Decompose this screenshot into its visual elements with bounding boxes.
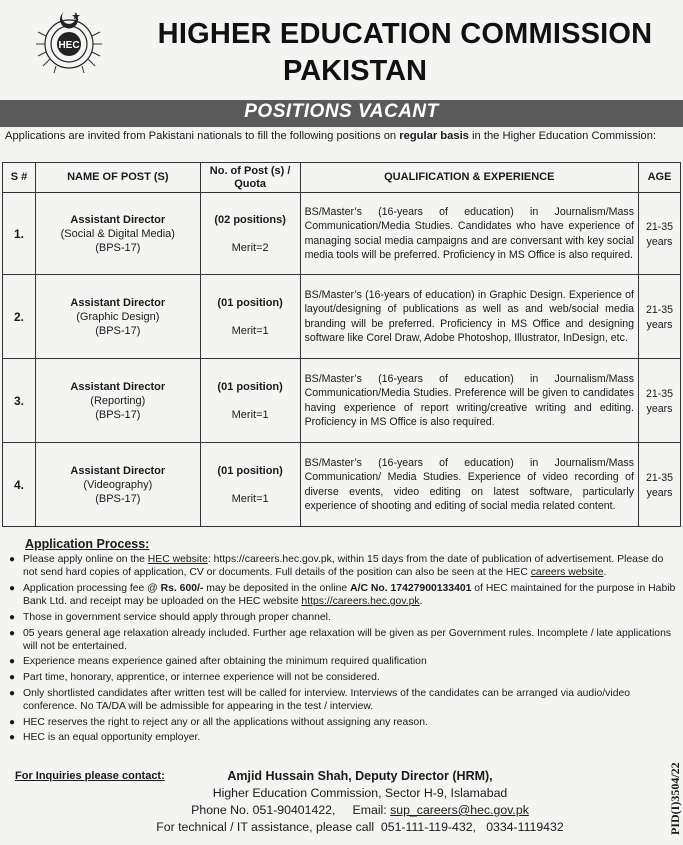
svg-text:HEC: HEC: [58, 40, 80, 51]
qualification: BS/Master’s (16-years of education) in Journalism/Mass Communication/ Media Studies. Experience of video recording of diverse events, video editing on latest software, particularly experience of shooting and editing of social media related content.: [300, 443, 638, 527]
bullet-icon: ●: [9, 582, 16, 594]
post-quota: (02 positions) Merit=2: [200, 193, 300, 275]
row-number: 3.: [3, 359, 36, 443]
hec-website-link[interactable]: HEC website: [147, 554, 208, 565]
contact-tech: For technical / IT assistance, please call 051-111-119-432, 0334-1119432: [156, 820, 564, 834]
list-item: ● HEC reserves the right to reject any or all the applications without assigning any reason.: [9, 716, 428, 728]
bullet-icon: ●: [9, 611, 16, 623]
list-item: ● HEC is an equal opportunity employer.: [9, 732, 201, 744]
post-name: Assistant Director (Social & Digital Media) (BPS-17): [35, 193, 200, 275]
list-item: ● Part time, honorary, apprentice, or internee experience will not be considered.: [9, 672, 380, 684]
post-quota: (01 position) Merit=1: [200, 443, 300, 527]
email-link[interactable]: sup_careers@hec.gov.pk: [390, 803, 529, 817]
post-name: Assistant Director (Videography) (BPS-17): [35, 443, 200, 527]
bullet-icon: ●: [9, 716, 16, 728]
banner-title: POSITIONS VACANT: [244, 101, 439, 122]
inquiries-label: For Inquiries please contact:: [15, 770, 165, 782]
contact-org: Higher Education Commission, Sector H-9, Islamabad: [212, 786, 508, 800]
age-range: 21-35 years: [639, 443, 681, 527]
bullet-icon: ●: [9, 687, 16, 699]
header: [0, 0, 683, 96]
page-subtitle: PAKISTAN: [283, 55, 427, 87]
application-process-list: [7, 553, 677, 747]
careers-website-link[interactable]: careers website: [530, 567, 604, 579]
bullet-icon: ●: [9, 656, 16, 668]
post-name: Assistant Director (Reporting) (BPS-17): [35, 359, 200, 443]
careers-url-link[interactable]: https://careers.hec.gov.pk: [301, 596, 420, 608]
header-age: AGE: [639, 163, 681, 193]
header-quota: No. of Post (s) / Quota: [200, 163, 300, 193]
list-item: ● Only shortlisted candidates after written test will be called for interview. Interviews of the candidates can be arranged via audio/video conference. No TA/DA will be admissible for appearing in the test / interview.: [9, 687, 631, 713]
row-number: 1.: [3, 193, 36, 275]
contact-block: [120, 768, 600, 836]
intro-text: Applications are invited from Pakistani nationals to fill the following positions on regular basis in the Higher Education Commission:: [5, 130, 657, 142]
application-process-heading: Application Process:: [25, 537, 150, 551]
list-item: ● Please apply online on the HEC website: https://careers.hec.gov.pk, within 15 days from the date of publication of advertisement. Please do not send hard copies of application, CV or documents. Full details of the position can also be seen at the HEC careers website.: [9, 554, 664, 579]
table-row: [3, 275, 681, 359]
post-quota: (01 position) Merit=1: [200, 275, 300, 359]
qualification: BS/Master’s (16-years of education) in Journalism/Mass Communication/Media Studies. Preference will be given to candidates having experience of report writing/creative writing and editing. Proficiency in MS Office is also required.: [300, 359, 638, 443]
header-sn: S #: [3, 163, 36, 193]
age-range: 21-35 years: [639, 193, 681, 275]
bullet-icon: ●: [9, 732, 16, 744]
pid-code: PID(I)3504/22: [668, 762, 682, 835]
positions-table: [2, 162, 681, 527]
qualification: BS/Master’s (16-years of education) in Journalism/Mass Communication/Media Studies. Candidates who have experience of managing social media campaigns and are conversant with key social media tools will be preferred. Proficiency in MS Office is also required.: [300, 193, 638, 275]
hec-logo-icon: [34, 6, 104, 76]
contact-phone-email: Phone No. 051-90401422, Email: sup_careers@hec.gov.pk: [191, 803, 529, 817]
qualification: BS/Master’s (16-years of education) in Graphic Design. Experience of layout/designing of publications as well as and web/social media branding will be preferred. Proficiency in MS Office and designing software like Corel Draw, Adobe Photoshop, Illustrator, InDesign, etc.: [300, 275, 638, 359]
age-range: 21-35 years: [639, 359, 681, 443]
list-item: ● Application processing fee @ Rs. 600/- may be deposited in the online A/C No. 17427900133401 of HEC maintained for the purpose in Habib Bank Ltd. and receipt may be uploaded on the HEC website https://careers.hec.gov.pk.: [9, 582, 676, 608]
list-item: ● Those in government service should apply through proper channel.: [9, 611, 331, 623]
bullet-icon: ●: [9, 672, 16, 684]
post-name: Assistant Director (Graphic Design) (BPS-17): [35, 275, 200, 359]
table-row: [3, 443, 681, 527]
post-quota: (01 position) Merit=1: [200, 359, 300, 443]
table-row: [3, 359, 681, 443]
row-number: 2.: [3, 275, 36, 359]
list-item: ● 05 years general age relaxation already included. Further age relaxation will be given as per Government rules. Incomplete / late applications will not be entertained.: [9, 627, 672, 652]
table-header-row: [3, 163, 681, 193]
row-number: 4.: [3, 443, 36, 527]
header-qualification: QUALIFICATION & EXPERIENCE: [300, 163, 638, 193]
contact-name: Amjid Hussain Shah, Deputy Director (HRM),: [227, 769, 493, 783]
header-post: NAME OF POST (S): [35, 163, 200, 193]
list-item: ● Experience means experience gained after obtaining the minimum required qualification: [9, 656, 427, 668]
age-range: 21-35 years: [639, 275, 681, 359]
bullet-icon: ●: [9, 554, 16, 565]
page-title: HIGHER EDUCATION COMMISSION: [157, 18, 653, 50]
bullet-icon: ●: [9, 627, 16, 639]
table-row: [3, 193, 681, 275]
